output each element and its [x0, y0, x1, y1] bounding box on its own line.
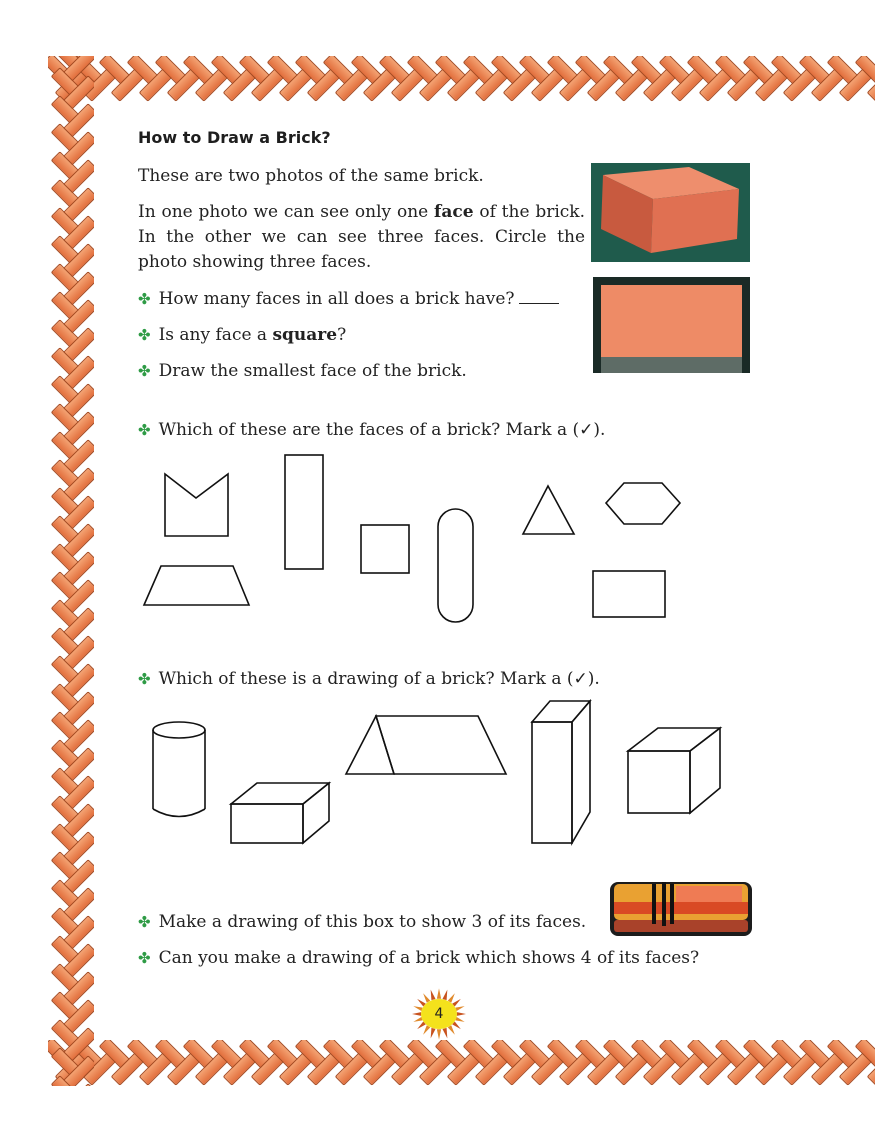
shape-wide-rectangle: [593, 571, 665, 617]
clover-bullet-icon: ✤: [138, 913, 151, 931]
sunburst-ray: [442, 1028, 447, 1039]
brick-photo-three-faces: [591, 163, 750, 262]
solid-cylinder: [153, 722, 205, 817]
question-four-faces: ✤ Can you make a drawing of a brick which shows 4 of its faces?: [138, 948, 700, 968]
answer-blank[interactable]: [519, 289, 559, 304]
shape-square: [361, 525, 409, 573]
box-photo: [608, 880, 754, 941]
sunburst-ray: [437, 1029, 441, 1039]
clover-bullet-icon: ✤: [138, 421, 151, 439]
sunburst-ray: [457, 1012, 466, 1016]
question-mark-faces: ✤ Which of these are the faces of a brick? Mark a (✓).: [138, 420, 606, 440]
sunburst-ray: [455, 1017, 464, 1022]
solid-tall-box: [532, 701, 590, 843]
page-title: How to Draw a Brick?: [138, 128, 331, 147]
shape-notched-pentagon: [165, 474, 228, 536]
clover-bullet-icon: ✤: [138, 949, 151, 967]
question-smallest-face: ✤ Draw the smallest face of the brick.: [138, 361, 467, 381]
brick-photo-one-face: [593, 277, 750, 373]
solid-cube: [628, 728, 720, 813]
clover-bullet-icon: ✤: [138, 670, 151, 688]
sunburst-ray: [455, 1006, 464, 1011]
question-faces-count: ✤ How many faces in all does a brick have?: [138, 287, 559, 311]
solid-triangular-prism: [346, 716, 506, 774]
sunburst-ray: [437, 988, 441, 998]
intro-paragraph-2: In one photo we can see only one face of the brick. In the other we can see three faces. Circle the photo showing three faces.: [138, 202, 585, 272]
page-number-badge: [404, 986, 474, 1042]
sunburst-ray: [431, 1028, 436, 1039]
sunburst-ray: [412, 1012, 421, 1016]
clover-bullet-icon: ✤: [138, 326, 151, 344]
shape-triangle: [523, 486, 574, 534]
solid-flat-box: [231, 783, 329, 843]
question-draw-box: ✤ Make a drawing of this box to show 3 of its faces.: [138, 912, 587, 932]
clover-bullet-icon: ✤: [138, 290, 151, 308]
shape-trapezoid: [144, 566, 249, 605]
brick-border-bottom: [48, 1040, 875, 1086]
shape-hexagon: [606, 483, 680, 524]
intro-paragraph-1: These are two photos of the same brick.: [138, 166, 484, 186]
brick-border-left: [48, 56, 94, 1086]
brick-border-top: [48, 56, 875, 102]
sunburst-ray: [448, 1025, 455, 1035]
clover-bullet-icon: ✤: [138, 362, 151, 380]
shape-tall-rectangle: [285, 455, 323, 569]
shape-capsule: [438, 509, 473, 622]
question-mark-brick-drawing: ✤ Which of these is a drawing of a brick? Mark a (✓).: [138, 669, 600, 689]
page-number: 4: [421, 999, 457, 1029]
question-square-face: ✤ Is any face a square?: [138, 325, 347, 345]
